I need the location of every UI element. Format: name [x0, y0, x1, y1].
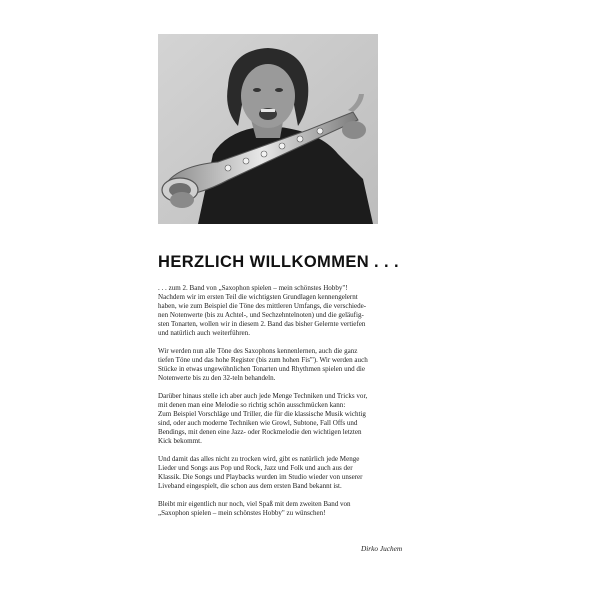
text-line: Wir werden nun alle Töne des Saxophons kennenlernen, auch die ganz [158, 347, 358, 355]
welcome-text [158, 284, 426, 527]
paragraph [158, 392, 426, 446]
text-line: sind, oder auch moderne Techniken wie Growl, Subtone, Fall Offs und [158, 419, 358, 427]
text-line: haben, wie zum Beispiel die Töne des mittleren Umfangs, die verschiede- [158, 302, 367, 310]
paragraph [158, 347, 426, 383]
text-line: „Saxophon spielen – mein schönstes Hobby" zu wünschen! [158, 509, 326, 517]
paragraph [158, 284, 426, 338]
text-line: Lieder und Songs aus Pop und Rock, Jazz und Folk und auch aus der [158, 464, 353, 472]
text-line: Liveband eingespielt, die schon aus dem ersten Band bekannt ist. [158, 482, 342, 490]
text-line: und natürlich auch weiterführen. [158, 329, 250, 337]
text-line: Bleibt mir eigentlich nur noch, viel Spaß mit dem zweiten Band von [158, 500, 351, 508]
paragraph [158, 455, 426, 491]
text-line: Nachdem wir im ersten Teil die wichtigsten Grundlagen kennengelernt [158, 293, 358, 301]
saxophonist-photo [158, 34, 378, 224]
text-line: Bendings, mit denen eine Jazz- oder Rockmelodie den wichtigen letzten [158, 428, 362, 436]
text-line: Klassik. Die Songs und Playbacks wurden im Studio wieder von unserer [158, 473, 363, 481]
text-line: tiefen Töne und das hohe Register (bis zum hohen Fis'''). Wir werden auch [158, 356, 368, 364]
page-title: HERZLICH WILLKOMMEN . . . [158, 253, 399, 271]
text-line: Und damit das alles nicht zu trocken wird, gibt es natürlich jede Menge [158, 455, 360, 463]
paragraph [158, 500, 426, 518]
text-line: Stücke in etwas ungewöhnlichen Tonarten und Rhythmen spielen und die [158, 365, 366, 373]
text-line: nen Notenwerte (bis zu Achtel-, und Sechzehntelnoten) und die geläufig- [158, 311, 364, 319]
text-line: mit denen man eine Melodie so richtig schön ausschmücken kann: [158, 401, 346, 409]
text-line: Kick bekommt. [158, 437, 202, 445]
text-line: sten Tonarten, wollen wir in diesem 2. Band das bisher Gelernte vertiefen [158, 320, 366, 328]
author-signature: Dirko Juchem [361, 544, 403, 553]
text-line: Notenwerte bis zu den 32-teln behandeln. [158, 374, 276, 382]
text-line: Zum Beispiel Vorschläge und Triller, die für die klassische Musik wichtig [158, 410, 366, 418]
text-line: Darüber hinaus stelle ich aber auch jede Menge Techniken und Tricks vor, [158, 392, 368, 400]
text-line: . . . zum 2. Band von „Saxophon spielen – mein schönstes Hobby"! [158, 284, 348, 292]
